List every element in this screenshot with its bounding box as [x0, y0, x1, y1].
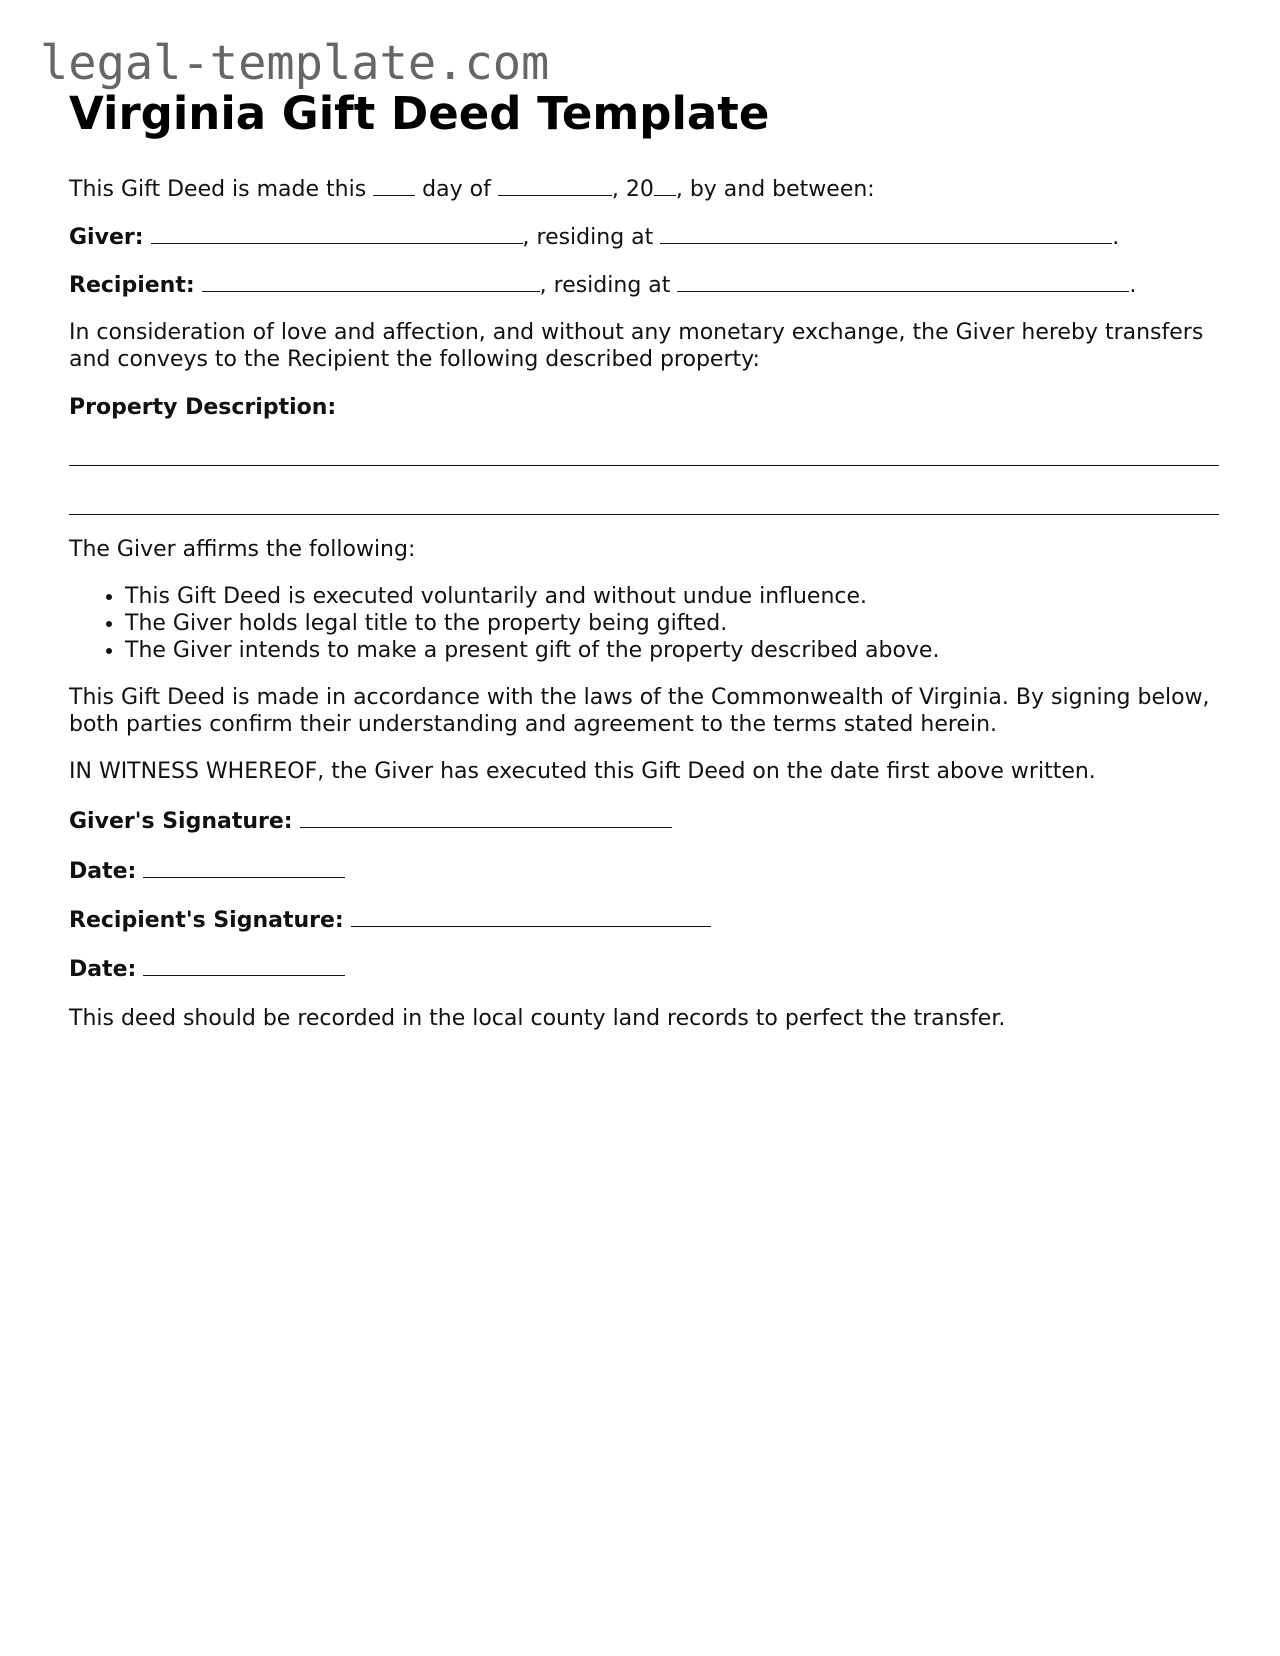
intro-text-4: , by and between: — [675, 177, 875, 202]
recipient-line-end: . — [1129, 273, 1137, 298]
intro-text-2: day of — [422, 177, 491, 202]
recipient-line — [69, 271, 1219, 299]
affirmation-item: • This Gift Deed is executed voluntarily and without undue influence. — [125, 583, 1219, 610]
recipient-date-line — [69, 955, 1219, 983]
year-blank[interactable] — [654, 175, 676, 196]
giver-name-blank[interactable] — [151, 223, 523, 244]
month-blank[interactable] — [498, 175, 612, 196]
giver-label: Giver: — [69, 225, 144, 250]
giver-signature-label: Giver's Signature: — [69, 809, 293, 834]
affirmation-item: • The Giver holds legal title to the property being gifted. — [125, 610, 1219, 637]
intro-text-1: This Gift Deed is made this — [69, 177, 367, 202]
intro-line — [69, 175, 1219, 203]
recipient-date-blank[interactable] — [143, 955, 345, 976]
giver-date-blank[interactable] — [143, 857, 345, 878]
recipient-label: Recipient: — [69, 273, 195, 298]
intro-text-3: , 20 — [611, 177, 654, 202]
property-description-line-1[interactable] — [69, 465, 1219, 466]
giver-date-label: Date: — [69, 859, 137, 884]
giver-signature-line — [69, 807, 1219, 835]
giver-residing-text: , residing at — [522, 225, 654, 250]
property-description-line-2[interactable] — [69, 514, 1219, 515]
giver-address-blank[interactable] — [660, 223, 1112, 244]
recipient-signature-label: Recipient's Signature: — [69, 908, 344, 933]
law-statement-paragraph: This Gift Deed is made in accordance with the laws of the Commonwealth of Virginia. By signing below, both parties confirm their understanding and agreement to the terms stated herein. — [69, 685, 1210, 737]
giver-signature-blank[interactable] — [300, 807, 672, 828]
day-blank[interactable] — [373, 175, 415, 196]
property-description-heading: Property Description: — [69, 395, 337, 420]
document-title: Virginia Gift Deed Template — [69, 87, 770, 140]
giver-line — [69, 223, 1219, 251]
giver-date-line — [69, 857, 1219, 885]
recipient-address-blank[interactable] — [677, 271, 1129, 292]
gift-deed-document — [69, 86, 1219, 1032]
property-description-label — [69, 394, 1219, 421]
affirmations-list — [69, 583, 1219, 664]
witness-paragraph: IN WITNESS WHEREOF, the Giver has executed this Gift Deed on the date first above written. — [69, 759, 1096, 784]
watermark: legal-template.com — [40, 36, 550, 91]
recipient-signature-line — [69, 906, 1219, 934]
recipient-residing-text: , residing at — [539, 273, 671, 298]
affirmation-item: • The Giver intends to make a present gift of the property described above. — [125, 637, 1219, 664]
recipient-date-label: Date: — [69, 957, 137, 982]
affirms-intro: The Giver affirms the following: — [69, 537, 416, 562]
recipient-name-blank[interactable] — [202, 271, 540, 292]
recording-note: This deed should be recorded in the local county land records to perfect the transfer. — [69, 1006, 1006, 1031]
consideration-paragraph: In consideration of love and affection, and without any monetary exchange, the Giver hereby transfers and conveys to the Recipient the following described property: — [69, 320, 1204, 372]
recipient-signature-blank[interactable] — [351, 906, 711, 927]
giver-line-end: . — [1112, 225, 1120, 250]
